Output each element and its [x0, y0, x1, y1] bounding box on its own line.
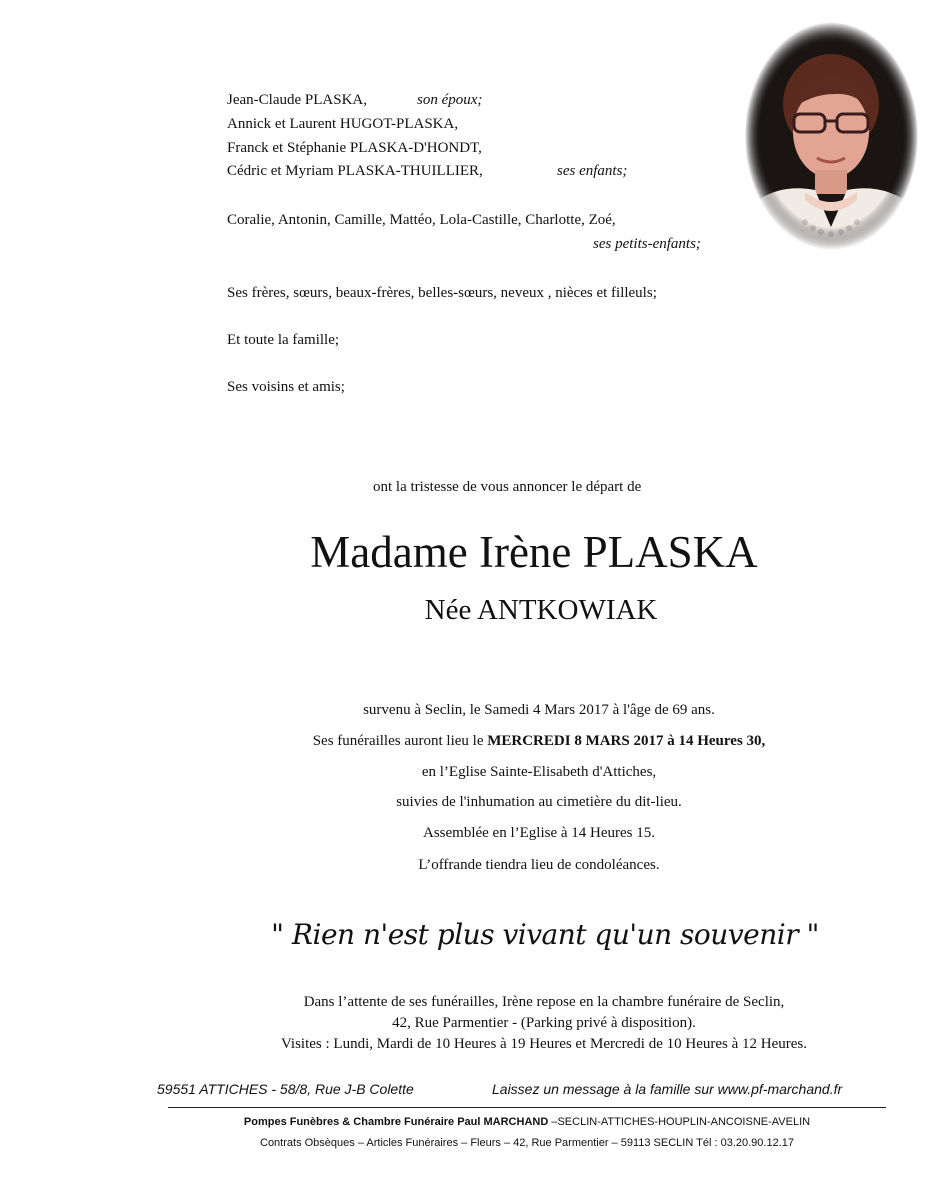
children-role: ses enfants;	[557, 163, 628, 179]
company-name: Pompes Funèbres & Chambre Funéraire Paul MARCHAND	[243, 1116, 549, 1128]
company-towns: –SECLIN-ATTICHES-HOUPLIN-ANCOISNE-AVELIN	[548, 1116, 811, 1128]
church-line: en l’Eglise Sainte-Elisabeth d'Attiches,	[421, 764, 657, 780]
footer-company	[0, 1116, 947, 1128]
footer-message: Laissez un message à la famille sur www.pf-marchand.fr	[492, 1081, 843, 1097]
death-details: survenu à Seclin, le Samedi 4 Mars 2017 à l'âge de 69 ans.	[363, 702, 715, 718]
child-line: Franck et Stéphanie PLASKA-D'HONDT,	[227, 140, 482, 156]
funeral-prefix: Ses funérailles auront lieu le	[312, 733, 488, 749]
visits-line-2: 42, Rue Parmentier - (Parking privé à disposition).	[392, 1015, 696, 1031]
footer-address: 59551 ATTICHES - 58/8, Rue J-B Colette	[157, 1081, 414, 1097]
announcement-intro: ont la tristesse de vous annoncer le départ de	[373, 479, 642, 495]
family-line: Et toute la famille;	[227, 332, 340, 348]
family-children-last-line	[227, 161, 628, 181]
birth-name: Née ANTKOWIAK	[424, 594, 658, 626]
child-line: Annick et Laurent HUGOT-PLASKA,	[227, 116, 459, 132]
memorial-quote: " Rien n'est plus vivant qu'un souvenir "	[271, 918, 819, 951]
grandchildren-names: Coralie, Antonin, Camille, Mattéo, Lola-Castille, Charlotte, Zoé,	[227, 212, 616, 228]
spouse-names: Jean-Claude PLASKA,	[227, 92, 367, 108]
children-last-names: Cédric et Myriam PLASKA-THUILLIER,	[227, 163, 483, 179]
deceased-name: Madame Irène PLASKA	[310, 527, 758, 577]
offering-line: L’offrande tiendra lieu de condoléances.	[418, 857, 660, 873]
funeral-date: MERCREDI 8 MARS 2017 à 14 Heures 30,	[487, 733, 766, 749]
burial-line: suivies de l'inhumation au cimetière du dit-lieu.	[396, 794, 682, 810]
siblings-line: Ses frères, sœurs, beaux-frères, belles-sœurs, neveux , nièces et filleuls;	[227, 285, 657, 301]
assembly-line: Assemblée en l’Eglise à 14 Heures 15.	[422, 825, 656, 841]
footer-divider	[168, 1107, 886, 1108]
grandchildren-role: ses petits-enfants;	[593, 236, 701, 252]
funeral-line	[0, 731, 947, 751]
visits-line-3: Visites : Lundi, Mardi de 10 Heures à 19 Heures et Mercredi de 10 Heures à 12 Heures.	[280, 1036, 808, 1052]
footer-services: Contrats Obsèques – Articles Funéraires – Fleurs – 42, Rue Parmentier – 59113 SECLIN Tél : 03.20.90.12.17	[260, 1137, 794, 1149]
family-spouse-line	[227, 90, 483, 110]
spouse-role: son époux;	[417, 92, 483, 108]
visits-line-1: Dans l’attente de ses funérailles, Irène repose en la chambre funéraire de Seclin,	[303, 994, 785, 1010]
neighbours-line: Ses voisins et amis;	[227, 379, 345, 395]
portrait-photo	[745, 22, 918, 250]
